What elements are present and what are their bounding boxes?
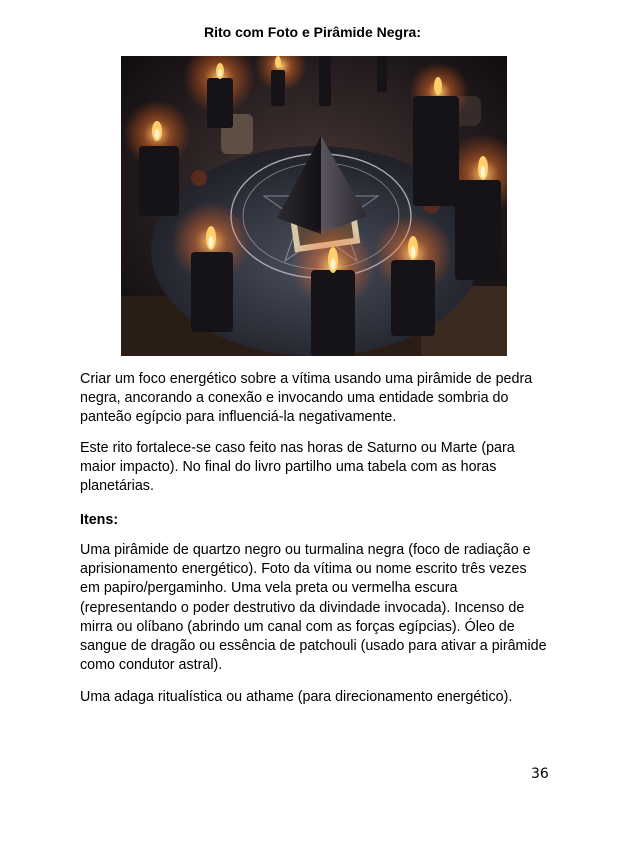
- intro-paragraph: Criar um foco energético sobre a vítima usando uma pirâmide de pedra negra, ancorando a conexão e invocando uma entidade sombria do panteão egípcio para influenciá-la negativamente.: [80, 371, 533, 426]
- ritual-photo: [121, 56, 507, 356]
- items-heading: Itens:: [80, 512, 119, 528]
- items-extra-paragraph: Uma adaga ritualística ou athame (para direcionamento energético).: [80, 689, 513, 705]
- page-number: 36: [531, 766, 549, 782]
- items-paragraph: Uma pirâmide de quartzo negro ou turmalina negra (foco de radiação e aprisionamento energético). Foto da vítima ou nome escrito três vezes em papiro/pergaminho. Uma vela preta ou vermelha escura (representando o poder destrutivo da divindade invocada). Incenso de mirra ou olíbano (abrindo um canal com as forças egípcias). Óleo de sangue de dragão ou essência de patchouli (usado para ativar a pirâmide como condutor astral).: [80, 542, 547, 674]
- page-title: Rito com Foto e Pirâmide Negra:: [203, 24, 422, 40]
- timing-paragraph: Este rito fortalece-se caso feito nas horas de Saturno ou Marte (para maior impacto). No final do livro partilho uma tabela com as horas planetárias.: [80, 440, 515, 495]
